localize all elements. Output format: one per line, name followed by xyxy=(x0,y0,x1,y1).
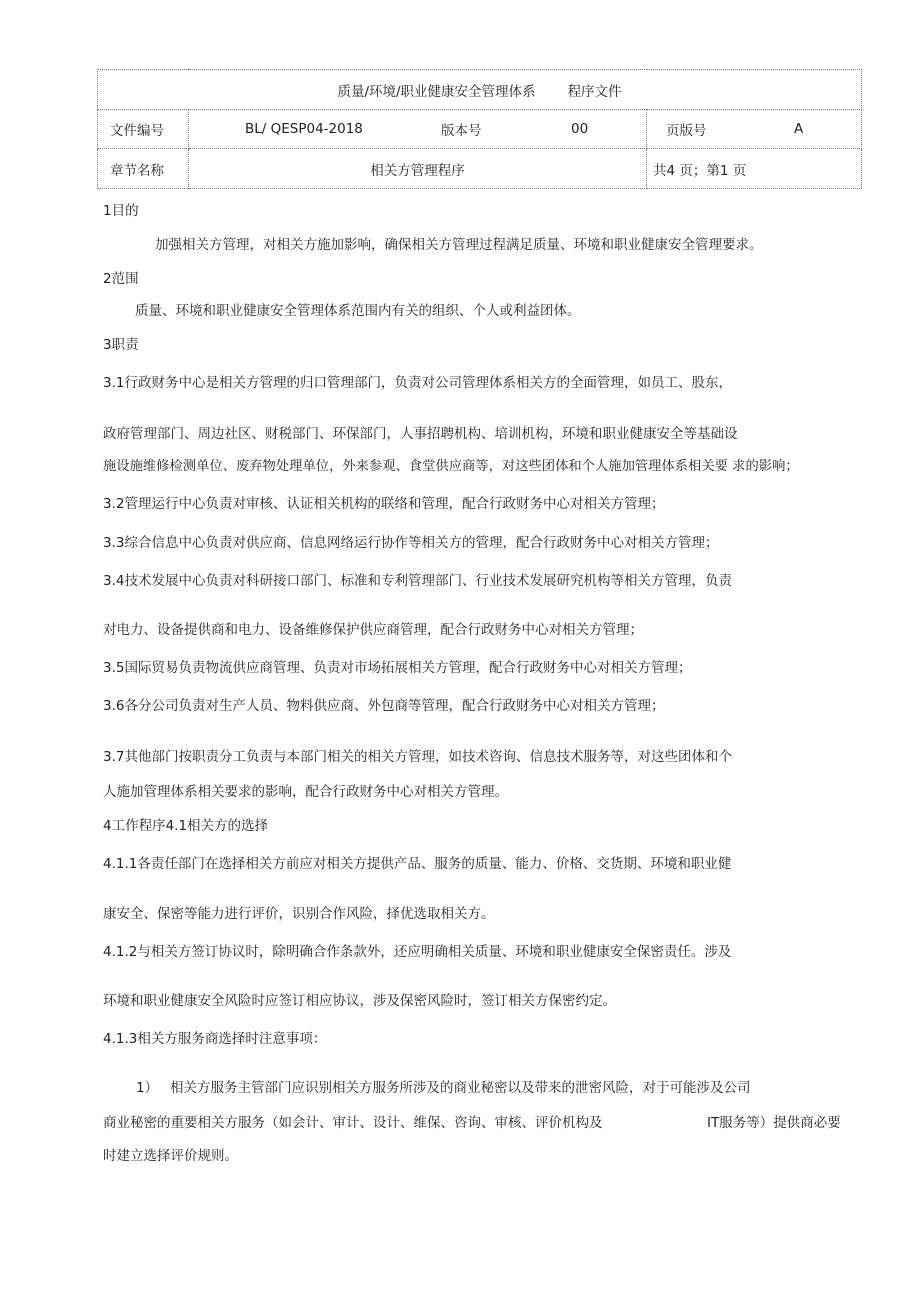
item-1-line-2-part-1: 商业秘密的重要相关方服务（如会计、审计、设计、维保、咨询、审核、评价机构及 xyxy=(103,1115,603,1131)
item-1-number: 1） xyxy=(136,1080,159,1096)
section-1-text: 加强相关方管理，对相关方施加影响，确保相关方管理过程满足质量、环境和职业健康安全管理要求。 xyxy=(155,237,763,253)
file-no-value: BL/ QESP04-2018 xyxy=(245,121,363,137)
section-4-1-1-line-2: 康安全、保密等能力进行评价，识别合作风险，择优选取相关方。 xyxy=(103,906,495,922)
section-4-heading: 4工作程序4.1相关方的选择 xyxy=(103,818,269,834)
section-4-1-2-line-1: 4.1.2与相关方签订协议时，除明确合作条款外，还应明确相关质量、环境和职业健康安全保密责任。涉及 xyxy=(103,944,732,960)
section-3-1-line-3: 施设施维修检测单位、废弃物处理单位，外来参观、食堂供应商等，对这些团体和个人施加管理体系相关要 求的影响； xyxy=(103,459,799,474)
file-no-label: 文件编号 xyxy=(98,110,189,149)
section-3-7-line-1: 3.7其他部门按职责分工负责与本部门相关的相关方管理，如技术咨询、信息技术服务等，对这些团体和个 xyxy=(103,749,732,765)
chapter-value: 相关方管理程序 xyxy=(189,149,647,189)
file-version-cell xyxy=(189,110,647,149)
chapter-label: 章节名称 xyxy=(98,149,189,189)
section-3-5: 3.5国际贸易负责物流供应商管理、负责对市场拓展相关方管理，配合行政财务中心对相关方管理； xyxy=(103,660,692,676)
section-4-1-2-line-2: 环境和职业健康安全风险时应签订相应协议，涉及保密风险时，签订相关方保密约定。 xyxy=(103,993,616,1009)
section-2-heading: 2范围 xyxy=(103,271,139,287)
section-3-1-line-1: 3.1行政财务中心是相关方管理的归口管理部门，负责对公司管理体系相关方的全面管理，如员工、股东， xyxy=(103,375,732,391)
section-3-7-line-2: 人施加管理体系相关要求的影响，配合行政财务中心对相关方管理。 xyxy=(103,784,508,800)
section-3-1-line-2: 政府管理部门、周边社区、财税部门、环保部门，人事招聘机构、培训机构，环境和职业健康安全等基础设 xyxy=(103,426,738,442)
header-title-row xyxy=(98,70,862,110)
system-title: 质量/环境/职业健康安全管理体系 xyxy=(337,83,536,100)
section-3-heading: 3职责 xyxy=(103,337,139,353)
page-count: 共4 页；第1 页 xyxy=(647,149,862,189)
section-1-heading: 1目的 xyxy=(103,203,139,219)
item-1-line-3: 时建立选择评价规则。 xyxy=(103,1148,238,1164)
header-file-row xyxy=(98,110,862,149)
section-3-3: 3.3综合信息中心负责对供应商、信息网络运行协作等相关方的管理，配合行政财务中心对相关方管理； xyxy=(103,535,719,551)
document-header-table xyxy=(97,69,862,189)
page-version-cell xyxy=(647,110,862,149)
section-3-4-line-2: 对电力、设备提供商和电力、设备维修保护供应商管理，配合行政财务中心对相关方管理； xyxy=(103,622,643,638)
section-3-6: 3.6各分公司负责对生产人员、物料供应商、外包商等管理，配合行政财务中心对相关方管理； xyxy=(103,698,665,714)
section-3-2: 3.2管理运行中心负责对审核、认证相关机构的联络和管理，配合行政财务中心对相关方管理； xyxy=(103,496,665,512)
section-4-1-3: 4.1.3相关方服务商选择时注意事项： xyxy=(103,1031,327,1047)
item-1-line-1: 相关方服务主管部门应识别相关方服务所涉及的商业秘密以及带来的泄密风险，对于可能涉及公司 xyxy=(170,1080,751,1096)
header-title-cell xyxy=(98,70,862,110)
version-value: 00 xyxy=(571,121,589,137)
item-1-line-2-part-2: IT服务等）提供商必要 xyxy=(707,1115,841,1131)
section-3-4-line-1: 3.4技术发展中心负责对科研接口部门、标准和专利管理部门、行业技术发展研究机构等相关方管理，负责 xyxy=(103,573,732,589)
section-4-1-1-line-1: 4.1.1各责任部门在选择相关方前应对相关方提供产品、服务的质量、能力、价格、交货期、环境和职业健 xyxy=(103,856,732,872)
section-2-text: 质量、环境和职业健康安全管理体系范围内有关的组织、个人或利益团体。 xyxy=(135,303,581,319)
page-version-label: 页版号 xyxy=(666,123,707,139)
page-version-value: A xyxy=(794,121,804,137)
doc-type: 程序文件 xyxy=(567,83,622,100)
version-label: 版本号 xyxy=(441,123,482,139)
header-chapter-row xyxy=(98,149,862,189)
